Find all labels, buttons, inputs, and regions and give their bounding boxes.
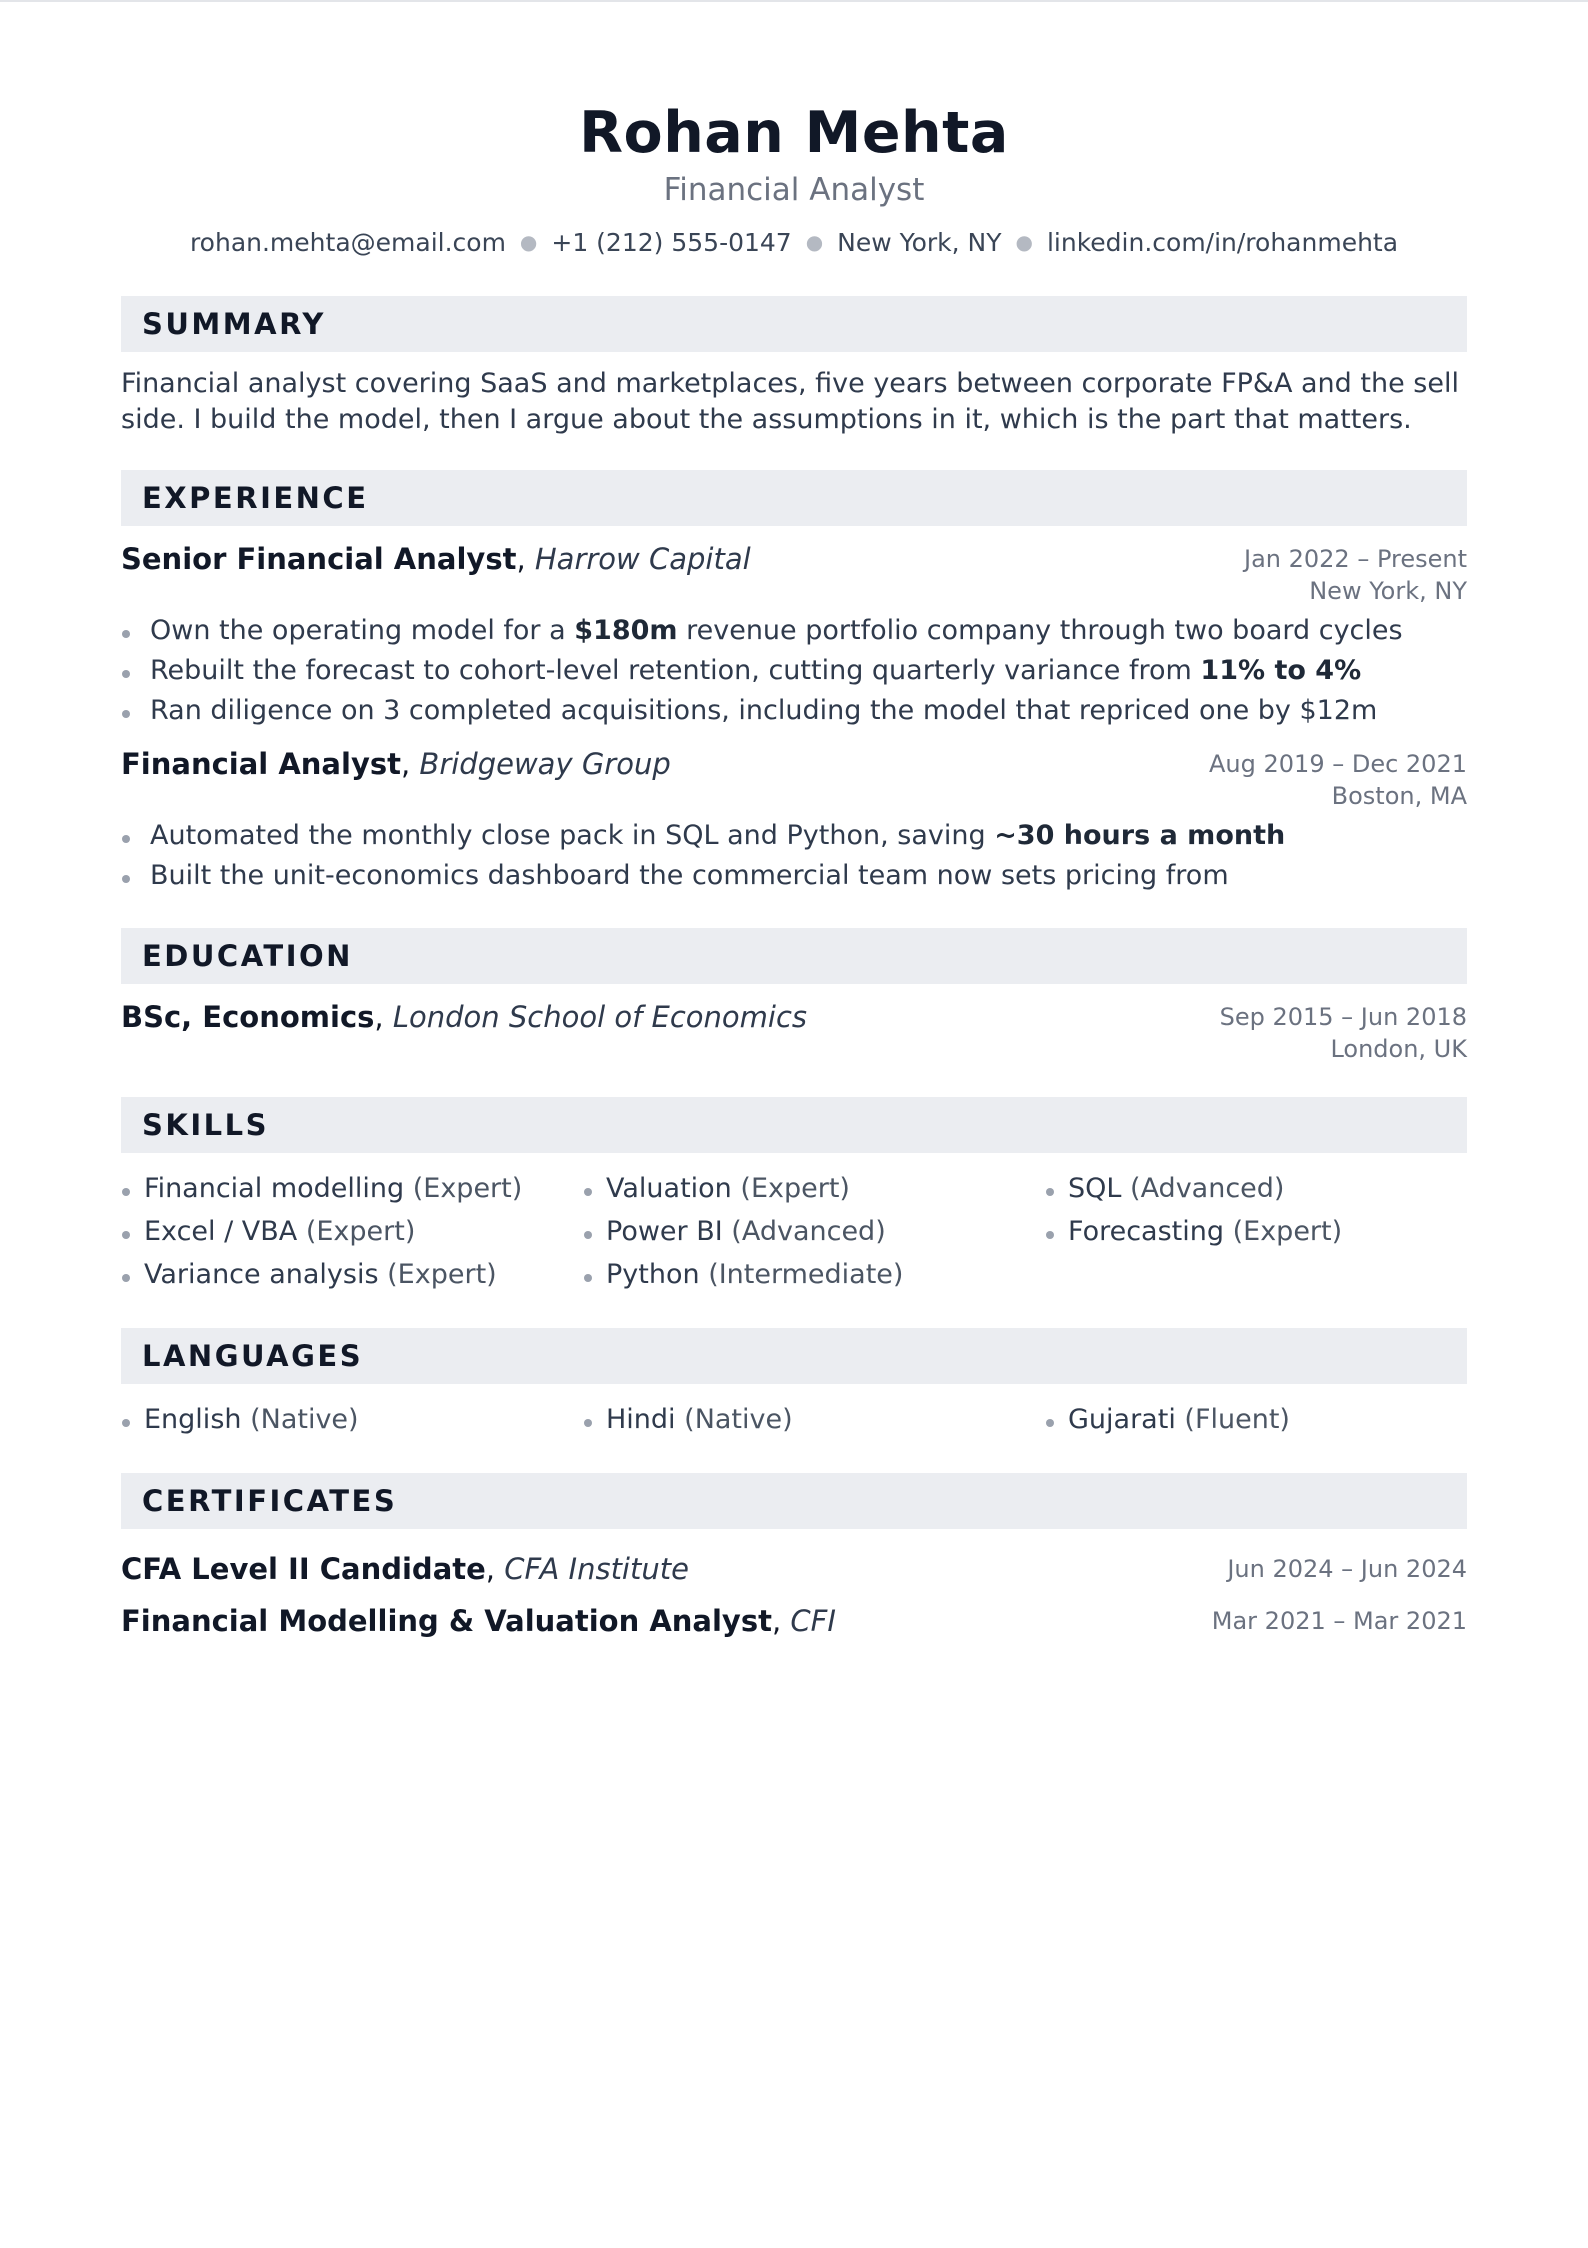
experience-bullets [121,816,1467,896]
experience-meta [1209,745,1467,812]
certificate-entry [121,1595,1467,1647]
languages-grid [121,1398,1467,1441]
separator-dot: ● [1015,230,1033,254]
contact-line [121,226,1467,261]
experience-title: Financial Analyst, Bridgeway Group [121,747,671,781]
bullet-highlight: $180m [574,615,678,646]
experience-entry [121,745,1467,896]
certificate-dates: Jun 2024 – Jun 2024 [1227,1555,1467,1583]
job-dates: Aug 2019 – Dec 2021 [1209,750,1467,778]
section-heading-languages: LANGUAGES [121,1328,1467,1384]
resume-page [121,0,1467,1647]
bullet-item: Ran diligence on 3 completed acquisitions, including the model that repriced one by $12m [121,691,1467,731]
candidate-name: Rohan Mehta [579,100,1009,166]
language-item: Hindi (Native) [583,1398,1045,1441]
bullet-item: Automated the monthly close pack in SQL and Python, saving ~30 hours a month [121,816,1467,856]
skill-item: Python (Intermediate) [583,1253,1045,1296]
skill-item: Power BI (Advanced) [583,1210,1045,1253]
skill-item: Excel / VBA (Expert) [121,1210,583,1253]
experience-meta [1244,540,1467,607]
job-location: Boston, MA [1331,782,1467,810]
bullet-highlight: ~30 hours a month [994,820,1286,851]
separator-dot: ● [805,230,824,254]
skills-grid [121,1167,1467,1296]
job-company: Bridgeway Group [419,747,671,781]
job-location: New York, NY [1309,577,1467,605]
bullet-highlight: 11% to 4% [1200,655,1362,686]
certificate-issuer: CFA Institute [504,1552,689,1586]
skill-item: Forecasting (Expert) [1045,1210,1467,1253]
experience-bullets [121,611,1467,731]
contact-phone[interactable]: +1 (212) 555-0147 [551,228,792,257]
degree: BSc, Economics [121,1000,375,1034]
contact-linkedin[interactable]: linkedin.com/in/rohanmehta [1046,228,1399,257]
certificate-entry [121,1543,1467,1595]
bullet-item: Rebuilt the forecast to cohort-level retention, cutting quarterly variance from 11% to 4% [121,651,1467,691]
experience-entry [121,540,1467,731]
education-title: BSc, Economics, London School of Economics [121,1000,808,1034]
certificate-title: CFA Level II Candidate, CFA Institute [121,1552,689,1586]
skill-item: Variance analysis (Expert) [121,1253,583,1296]
candidate-title: Financial Analyst [663,172,925,208]
bullet-item: Own the operating model for a $180m revenue portfolio company through two board cycles [121,611,1467,651]
certificate-dates: Mar 2021 – Mar 2021 [1211,1607,1467,1635]
certificate-issuer: CFI [790,1604,836,1638]
section-heading-education: EDUCATION [121,928,1467,984]
bullet-item: Built the unit-economics dashboard the commercial team now sets pricing from [121,856,1467,896]
section-heading-certificates: CERTIFICATES [121,1473,1467,1529]
skill-item: Valuation (Expert) [583,1167,1045,1210]
certificate-name: Financial Modelling & Valuation Analyst [121,1604,772,1638]
section-heading-experience: EXPERIENCE [121,470,1467,526]
job-company: Harrow Capital [534,542,751,576]
skill-item: SQL (Advanced) [1045,1167,1467,1210]
education-entry [121,998,1467,1065]
summary-text: Financial analyst covering SaaS and marketplaces, five years between corporate FP&A and the sell side. I build the model, then I argue about the assumptions in it, which is the part that matters. [121,368,1459,435]
job-role: Senior Financial Analyst [121,542,517,576]
education-location: London, UK [1330,1035,1467,1063]
education-meta [1220,998,1467,1065]
contact-email[interactable]: rohan.mehta@email.com [189,228,506,257]
skill-item: Financial modelling (Expert) [121,1167,583,1210]
separator-dot: ● [519,230,538,254]
certificate-name: CFA Level II Candidate [121,1552,486,1586]
experience-title: Senior Financial Analyst, Harrow Capital [121,542,751,576]
school: London School of Economics [392,1000,808,1034]
job-dates: Jan 2022 – Present [1243,545,1467,573]
language-item: Gujarati (Fluent) [1045,1398,1467,1441]
certificate-title: Financial Modelling & Valuation Analyst, CFI [121,1604,836,1638]
job-role: Financial Analyst [121,747,401,781]
resume-header [121,0,1467,261]
section-heading-skills: SKILLS [121,1097,1467,1153]
contact-location: New York, NY [837,228,1002,257]
language-item: English (Native) [121,1398,583,1441]
section-heading-summary: SUMMARY [121,296,1467,352]
education-dates: Sep 2015 – Jun 2018 [1219,1003,1467,1031]
